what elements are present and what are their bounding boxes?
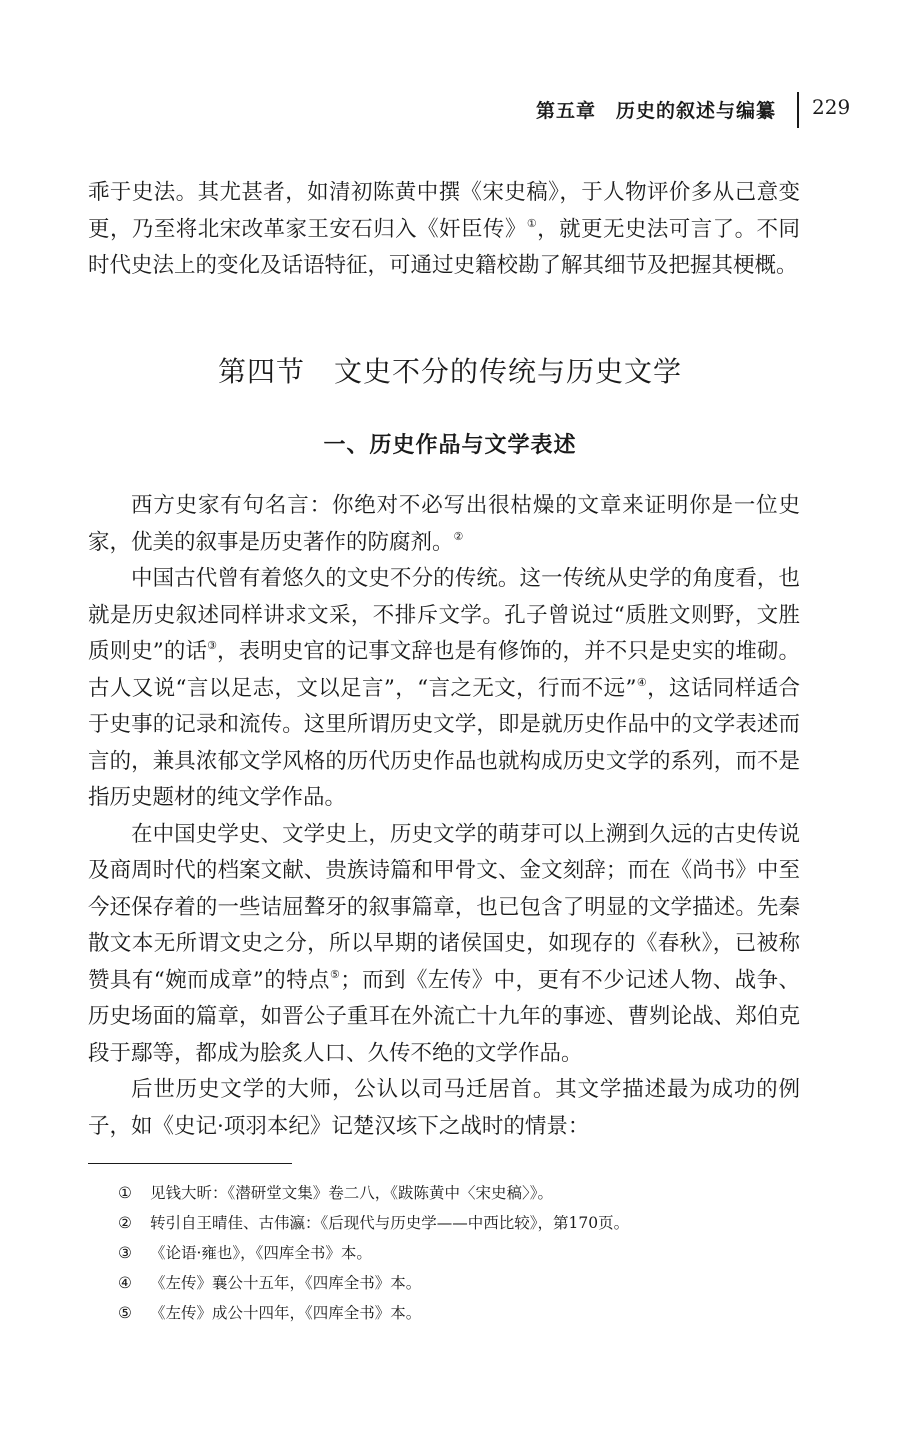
footnote-divider xyxy=(88,1163,292,1164)
main-text xyxy=(88,488,800,1145)
paragraph xyxy=(88,488,800,561)
footnote-text: 《左传》成公十四年，《四库全书》本。 xyxy=(150,1304,422,1322)
footnote-mark: ② xyxy=(118,1214,132,1232)
footnote xyxy=(118,1178,818,1208)
paragraph xyxy=(88,1072,800,1145)
text: 后世历史文学的大师，公认以司马迁居首。其文学描述最为成功的例子，如《史记·项羽本纪》记楚汉垓下之战时的情景： xyxy=(88,1077,800,1139)
footnote-mark: ① xyxy=(118,1184,132,1202)
footnote-ref[interactable]: ④ xyxy=(636,675,648,689)
subsection-title: 一、历史作品与文学表述 xyxy=(323,433,577,458)
footnote-ref[interactable]: ③ xyxy=(207,639,218,652)
footnote-text: 《论语·雍也》，《四库全书》本。 xyxy=(150,1244,372,1262)
footnote xyxy=(118,1238,818,1268)
footnote xyxy=(118,1268,818,1298)
text: ；而到《左传》中，更有不少记述人物、战争、历史场面的篇章，如晋公子重耳在外流亡十九年的事迹、曹刿论战、郑伯克段于鄢等，都成为脍炙人口、久传不绝的文学作品。 xyxy=(88,967,800,1066)
page-number: 229 xyxy=(812,95,851,119)
intro-paragraph xyxy=(88,175,800,285)
footnote-text: 见钱大昕：《潜研堂文集》卷二八，《跋陈黄中〈宋史稿〉》。 xyxy=(150,1184,554,1202)
footnote xyxy=(118,1298,818,1328)
footnote-ref[interactable]: ⑤ xyxy=(329,967,341,981)
text: 西方史家有句名言：你绝对不必写出很枯燥的文章来证明你是一位史家，优美的叙事是历史著作的防腐剂。 xyxy=(88,493,800,555)
footnote-ref[interactable]: ① xyxy=(526,216,538,230)
footnote-mark: ④ xyxy=(118,1274,132,1292)
section-title: 第四节 文史不分的传统与历史文学 xyxy=(217,355,682,388)
running-header xyxy=(0,92,900,128)
text: ，表明史官的记事文辞也是有修饰的，并不只是史实的堆砌。古人又说“言以足志，文以足言”，“言之无文，行而不远” xyxy=(88,639,800,701)
footnote-text: 转引自王晴佳、古伟瀛：《后现代与历史学——中西比较》，第170页。 xyxy=(150,1214,630,1232)
text: ，就更无史法可言了。不同时代史法上的变化及话语特征，可通过史籍校勘了解其细节及把握其梗概。 xyxy=(88,216,800,278)
paragraph xyxy=(88,817,800,1073)
footnote xyxy=(118,1208,818,1238)
footnotes xyxy=(118,1178,818,1328)
paragraph xyxy=(88,175,800,285)
footnote-mark: ⑤ xyxy=(118,1304,132,1322)
footnote-mark: ③ xyxy=(118,1244,132,1262)
footnote-ref[interactable]: ② xyxy=(453,529,464,543)
text: 在中国史学史、文学史上，历史文学的萌芽可以上溯到久远的古史传说及商周时代的档案文献、贵族诗篇和甲骨文、金文刻辞；而在《尚书》中至今还保存着的一些诘屈聱牙的叙事篇章，也已包含了明显的文学描述。先秦散文本无所谓文史之分，所以早期的诸侯国史，如现存的《春秋》，已被称赞具有“婉而成章”的特点 xyxy=(88,821,800,993)
text: 乖于史法。其尤甚者，如清初陈黄中撰《宋史稿》，于人物评价多从己意变更，乃至将北宋改革家王安石归入《奸臣传》 xyxy=(88,180,800,242)
paragraph xyxy=(88,561,800,817)
text: 中国古代曾有着悠久的文史不分的传统。这一传统从史学的角度看，也就是历史叙述同样讲求文采，不排斥文学。孔子曾说过“质胜文则野，文胜质则史”的话 xyxy=(88,566,800,664)
text: ，这话同样适合于史事的记录和流传。这里所谓历史文学，即是就历史作品中的文学表述而言的，兼具浓郁文学风格的历代历史作品也就构成历史文学的系列，而不是指历史题材的纯文学作品。 xyxy=(88,675,800,810)
header-divider xyxy=(797,92,799,128)
chapter-title: 第五章 历史的叙述与编纂 xyxy=(535,100,776,122)
footnote-text: 《左传》襄公十五年，《四库全书》本。 xyxy=(150,1274,422,1292)
